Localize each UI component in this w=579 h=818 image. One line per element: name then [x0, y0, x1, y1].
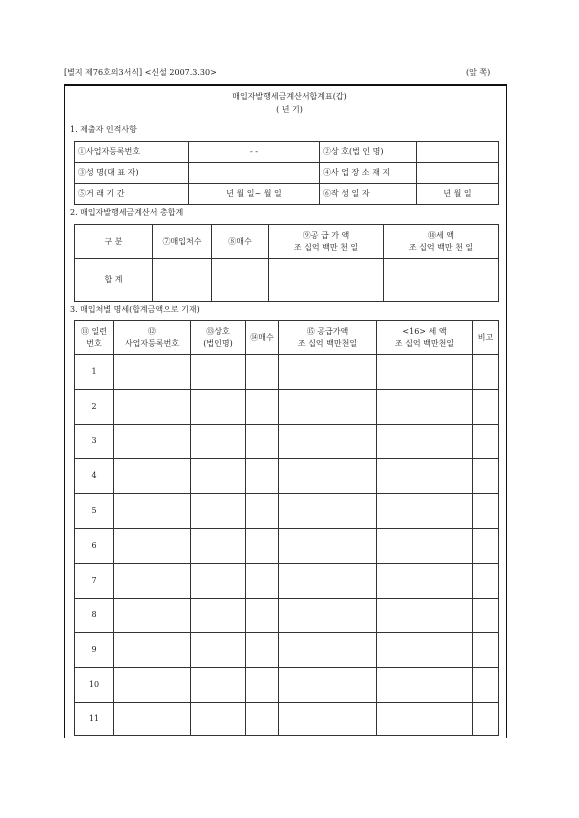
field-supply[interactable]: [279, 633, 377, 668]
table-row: [75, 563, 499, 598]
serial-number: 8: [75, 598, 114, 633]
field-supply[interactable]: [279, 598, 377, 633]
label-written-date: ⑥작 성 일 자: [320, 184, 417, 205]
table-row: [75, 528, 499, 563]
field-tax[interactable]: [377, 598, 473, 633]
field-note[interactable]: [473, 424, 499, 459]
field-supply[interactable]: [279, 528, 377, 563]
col-supply-amount: [269, 225, 384, 259]
field-biz-reg[interactable]: [114, 563, 191, 598]
page-side-label: (앞 쪽): [466, 68, 491, 77]
field-tax[interactable]: [377, 355, 473, 390]
label-biz-reg-no: ①사업자등록번호: [75, 142, 189, 163]
field-note[interactable]: [473, 668, 499, 703]
field-sheets[interactable]: [246, 355, 279, 390]
field-sheets[interactable]: [246, 633, 279, 668]
table-row: [75, 355, 499, 390]
field-trade-name[interactable]: [191, 633, 246, 668]
field-tax[interactable]: [377, 459, 473, 494]
field-tax[interactable]: [377, 494, 473, 529]
document-period: ( 년 기): [276, 105, 303, 114]
field-biz-reg[interactable]: [114, 389, 191, 424]
field-note[interactable]: [473, 633, 499, 668]
table-row: [75, 702, 499, 735]
col-supply-top: ⑮ 공급가액: [306, 326, 349, 336]
serial-number: 3: [75, 424, 114, 459]
field-supply[interactable]: [279, 459, 377, 494]
section3-heading: 3. 매입처별 명세(합계금액으로 기재): [70, 305, 200, 314]
field-tax[interactable]: [377, 563, 473, 598]
col-tax: [377, 321, 473, 355]
col-seller-count: ⑦매입처수: [153, 225, 212, 259]
supply-amount-units: 조 십억 백만 천 일: [293, 242, 359, 252]
field-trade-name[interactable]: [191, 528, 246, 563]
col-sheet-count: ⑧매수: [212, 225, 269, 259]
field-trade-name[interactable]: [191, 598, 246, 633]
field-biz-reg-no[interactable]: - -: [189, 142, 320, 163]
section1-heading: 1. 제출자 인적사항: [70, 125, 137, 134]
serial-number: 11: [75, 702, 114, 735]
table-row: [75, 459, 499, 494]
field-sheets[interactable]: [246, 702, 279, 735]
col-supply: [279, 321, 377, 355]
col-serial: [75, 321, 114, 355]
col-gubun: 구 분: [75, 225, 153, 259]
field-supply[interactable]: [279, 668, 377, 703]
table-row: [75, 494, 499, 529]
serial-number: 10: [75, 668, 114, 703]
field-note[interactable]: [473, 528, 499, 563]
field-total-sellers[interactable]: [153, 259, 212, 302]
field-note[interactable]: [473, 389, 499, 424]
field-supply[interactable]: [279, 494, 377, 529]
field-note[interactable]: [473, 702, 499, 735]
serial-number: 4: [75, 459, 114, 494]
serial-number: 2: [75, 389, 114, 424]
field-tax[interactable]: [377, 668, 473, 703]
table-row: [75, 424, 499, 459]
field-trade-name[interactable]: [191, 563, 246, 598]
tax-amount-units: 조 십억 백만 천 일: [408, 242, 474, 252]
field-biz-reg[interactable]: [114, 528, 191, 563]
field-biz-reg[interactable]: [114, 424, 191, 459]
field-biz-reg[interactable]: [114, 598, 191, 633]
form-number: [별지 제76호의3서식] <신설 2007.3.30>: [64, 68, 217, 77]
col-biz-reg-bottom: 사업자등록번호: [124, 338, 180, 348]
field-biz-reg[interactable]: [114, 355, 191, 390]
field-sheets[interactable]: [246, 563, 279, 598]
field-total-tax[interactable]: [384, 259, 499, 302]
field-tax[interactable]: [377, 702, 473, 735]
field-trade-name[interactable]: [191, 424, 246, 459]
field-supply[interactable]: [279, 702, 377, 735]
col-tax-amount: [384, 225, 499, 259]
col-note: 비고: [473, 321, 499, 355]
tax-amount-title: ⑩세 액: [428, 230, 454, 240]
field-note[interactable]: [473, 355, 499, 390]
field-supply[interactable]: [279, 563, 377, 598]
field-biz-reg[interactable]: [114, 633, 191, 668]
table-row: [75, 389, 499, 424]
serial-number: 9: [75, 633, 114, 668]
col-trade-name-bottom: (법인명): [203, 338, 233, 348]
field-transaction-period[interactable]: 년 월 일~ 월 일: [189, 184, 320, 205]
document-title: 매입자발행세금계산서합계표(갑): [232, 92, 347, 101]
col-biz-reg-top: ⑫: [148, 326, 156, 336]
field-tax[interactable]: [377, 528, 473, 563]
col-biz-reg: [114, 321, 191, 355]
supply-amount-title: ⑨공 급 가 액: [302, 230, 350, 240]
table-row: [75, 598, 499, 633]
field-company-name[interactable]: [417, 142, 499, 163]
field-trade-name[interactable]: [191, 494, 246, 529]
col-trade-name: [191, 321, 246, 355]
serial-number: 1: [75, 355, 114, 390]
col-trade-name-top: ⑬상호: [206, 326, 230, 336]
label-transaction-period: ⑤거 래 기 간: [75, 184, 189, 205]
field-supply[interactable]: [279, 355, 377, 390]
col-serial-bottom: 번호: [86, 338, 102, 348]
col-tax-bottom: 조 십억 백만천일: [394, 338, 455, 348]
col-supply-bottom: 조 십억 백만천일: [297, 338, 358, 348]
row-total-label: 합 계: [75, 259, 153, 302]
field-biz-reg[interactable]: [114, 668, 191, 703]
field-biz-reg[interactable]: [114, 494, 191, 529]
field-trade-name[interactable]: [191, 459, 246, 494]
field-sheets[interactable]: [246, 424, 279, 459]
field-sheets[interactable]: [246, 389, 279, 424]
field-sheets[interactable]: [246, 459, 279, 494]
col-tax-top: <16> 세 액: [402, 326, 447, 336]
field-tax[interactable]: [377, 389, 473, 424]
label-business-address: ④사 업 장 소 재 지: [320, 163, 417, 184]
field-trade-name[interactable]: [191, 389, 246, 424]
field-supply[interactable]: [279, 389, 377, 424]
section2-heading: 2. 매입자발행세금계산서 총합계: [70, 208, 184, 217]
purchase-detail-table: [74, 320, 499, 736]
field-tax[interactable]: [377, 424, 473, 459]
col-serial-top: ⑪ 일련: [81, 326, 107, 336]
field-sheets[interactable]: [246, 598, 279, 633]
submitter-info-table: [74, 141, 499, 205]
field-note[interactable]: [473, 598, 499, 633]
field-supply[interactable]: [279, 424, 377, 459]
field-biz-reg[interactable]: [114, 702, 191, 735]
field-sheets[interactable]: [246, 668, 279, 703]
label-representative: ③성 명(대 표 자): [75, 163, 189, 184]
table-row: [75, 668, 499, 703]
serial-number: 7: [75, 563, 114, 598]
label-company-name: ②상 호(법 인 명): [320, 142, 417, 163]
field-business-address[interactable]: [417, 163, 499, 184]
field-biz-reg[interactable]: [114, 459, 191, 494]
field-sheets[interactable]: [246, 494, 279, 529]
field-note[interactable]: [473, 563, 499, 598]
field-total-supply[interactable]: [269, 259, 384, 302]
col-sheets: ⑭매수: [246, 321, 279, 355]
field-total-sheets[interactable]: [212, 259, 269, 302]
field-trade-name[interactable]: [191, 355, 246, 390]
field-note[interactable]: [473, 459, 499, 494]
grand-total-table: [74, 224, 499, 302]
table-row: [75, 633, 499, 668]
serial-number: 5: [75, 494, 114, 529]
field-written-date[interactable]: 년 월 일: [417, 184, 499, 205]
field-tax[interactable]: [377, 633, 473, 668]
field-trade-name[interactable]: [191, 702, 246, 735]
field-sheets[interactable]: [246, 528, 279, 563]
field-note[interactable]: [473, 494, 499, 529]
field-trade-name[interactable]: [191, 668, 246, 703]
serial-number: 6: [75, 528, 114, 563]
field-representative[interactable]: [189, 163, 320, 184]
